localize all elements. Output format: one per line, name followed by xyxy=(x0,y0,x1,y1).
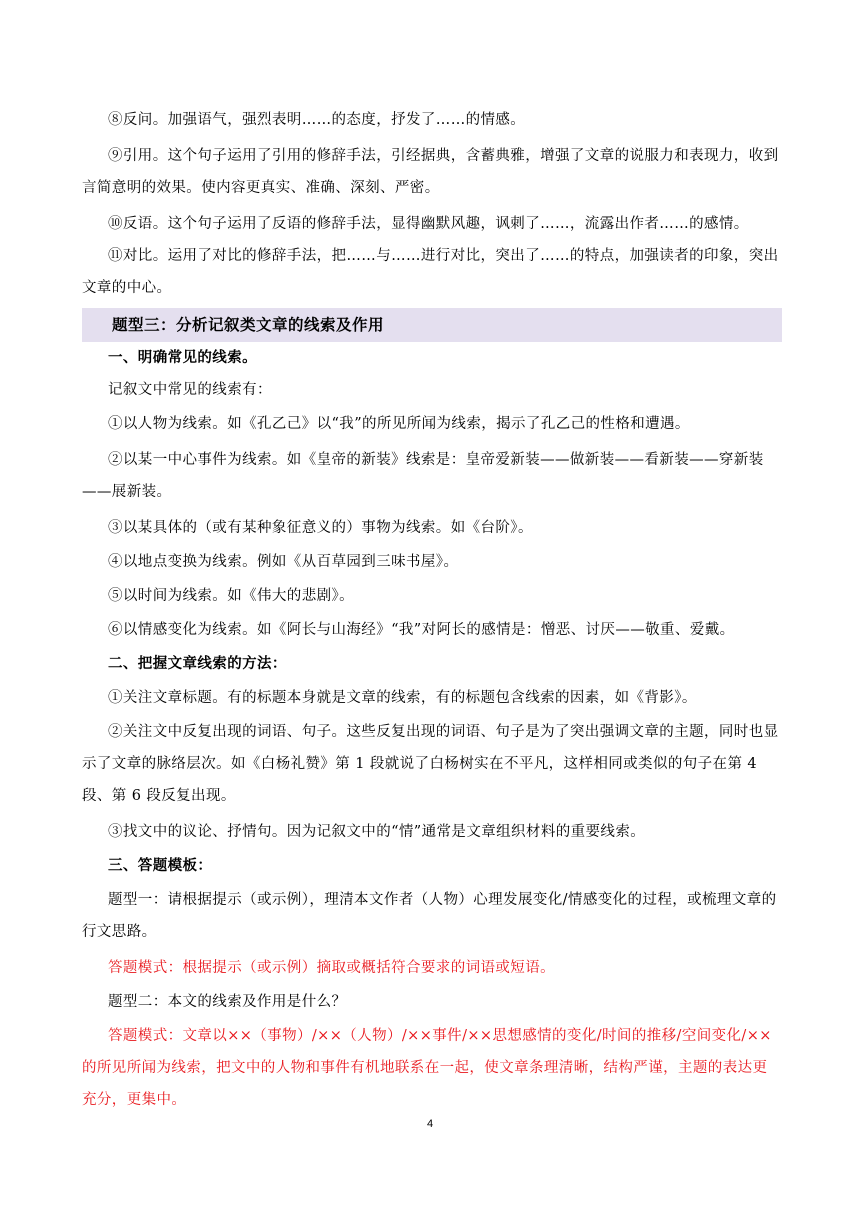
answer-mode-one: 答题模式：根据提示（或示例）摘取或概括符合要求的词语或短语。 xyxy=(108,960,555,976)
method-item-lyrical: ③找文中的议论、抒情句。因为记叙文中的“情”通常是文章组织材料的重要线索。 xyxy=(108,824,646,840)
clue-item-event: ②以某一中心事件为线索。如《皇帝的新装》线索是：皇帝爱新装——做新装——看新装——穿新装——展新装。 xyxy=(82,452,764,500)
method-item-repeated: ②关注文中反复出现的词语、句子。这些反复出现的词语、句子是为了突出强调文章的主题，同时也显示了文章的脉络层次。如《白杨礼赞》第 1 段就说了白杨树实在不平凡，这样相同或类似的句子在第 4 段、第 6 段反复出现。 xyxy=(82,724,779,804)
section-title: 题型三：分析记叙类文章的线索及作用 xyxy=(112,316,385,334)
page-number: 4 xyxy=(426,1118,434,1130)
paragraph-rhetorical-question: ⑧反问。加强语气，强烈表明……的态度，抒发了……的情感。 xyxy=(108,112,526,128)
method-item-title: ①关注文章标题。有的标题本身就是文章的线索，有的标题包含线索的因素，如《背影》。 xyxy=(108,690,697,706)
paragraph-contrast: ⑪对比。运用了对比的修辞手法，把……与……进行对比，突出了……的特点，加强读者的印象，突出文章的中心。 xyxy=(82,248,779,296)
clue-item-place: ④以地点变换为线索。例如《从百草园到三味书屋》。 xyxy=(108,554,459,570)
heading-methods: 二、把握文章线索的方法： xyxy=(108,656,287,672)
clue-item-object: ③以某具体的（或有某种象征意义的）事物为线索。如《台阶》。 xyxy=(108,520,533,536)
question-type-two: 题型二：本文的线索及作用是什么？ xyxy=(108,994,347,1010)
paragraph-irony: ⑩反语。这个句子运用了反语的修辞手法，显得幽默风趣，讽刺了……，流露出作者……的感情。 xyxy=(108,216,749,232)
heading-templates: 三、答题模板： xyxy=(108,858,213,874)
question-type-one: 题型一：请根据提示（或示例），理清本文作者（人物）心理发展变化/情感变化的过程，或梳理文章的行文思路。 xyxy=(82,892,777,940)
clue-item-time: ⑤以时间为线索。如《伟大的悲剧》。 xyxy=(108,588,355,604)
paragraph-intro: 记叙文中常见的线索有： xyxy=(108,382,272,398)
paragraph-quotation: ⑨引用。这个句子运用了引用的修辞手法，引经据典，含蓄典雅，增强了文章的说服力和表现力，收到言简意明的效果。使内容更真实、准确、深刻、严密。 xyxy=(82,148,779,196)
answer-mode-two: 答题模式：文章以××（事物）/××（人物）/××事件/××思想感情的变化/时间的推移/空间变化/××的所见所闻为线索，把文中的人物和事件有机地联系在一起，使文章条理清晰，结构严谨，主题的表达更充分，更集中。 xyxy=(82,1028,772,1108)
clue-item-emotion: ⑥以情感变化为线索。如《阿长与山海经》“我”对阿长的感情是：憎恶、讨厌——敬重、爱戴。 xyxy=(108,622,735,638)
clue-item-person: ①以人物为线索。如《孔乙己》以“我”的所见所闻为线索，揭示了孔乙己的性格和遭遇。 xyxy=(108,416,690,432)
heading-common-clues: 一、明确常见的线索。 xyxy=(108,350,257,366)
